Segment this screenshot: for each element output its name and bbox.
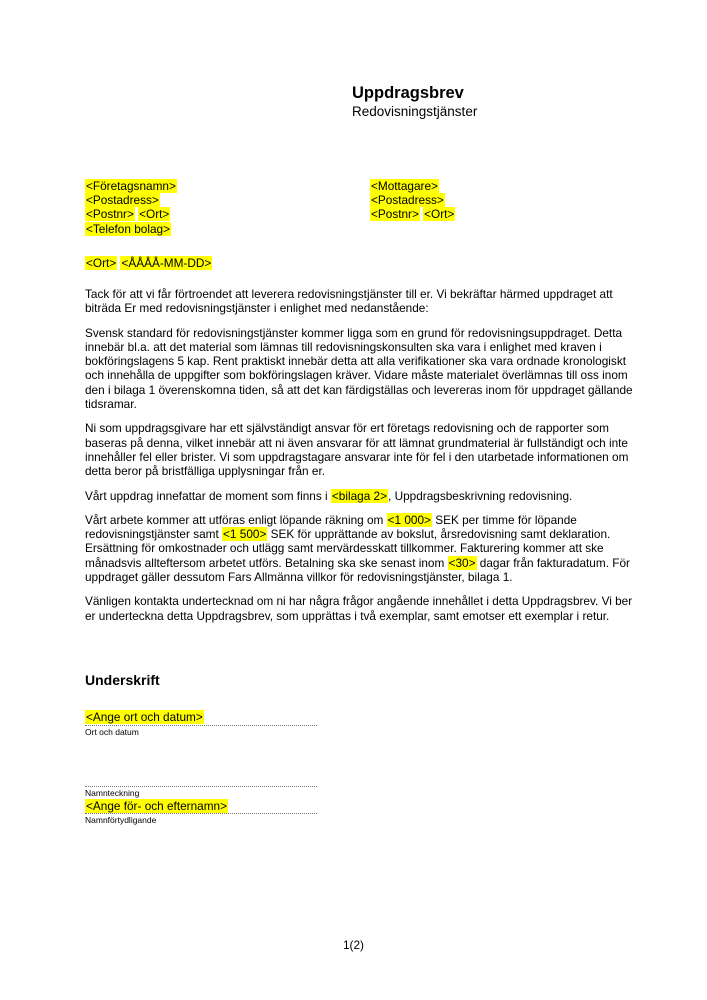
name-clarification-label: Namnförtydligande (85, 815, 157, 825)
closing-rate-placeholder[interactable]: <1 500> (223, 527, 267, 542)
letter-body (85, 287, 637, 633)
name-clarification-field (85, 799, 317, 827)
recipient-name-line (370, 179, 455, 193)
recipient-postal-city-line (370, 207, 455, 221)
sender-phone-line (85, 222, 177, 236)
sender-address-block (85, 179, 177, 236)
place-date-field (85, 710, 317, 738)
signature-line[interactable] (85, 746, 317, 787)
body-paragraph-fees (85, 513, 637, 584)
body-paragraph-intro: Tack för att vi får förtroendet att leverera redovisningstjänster till er. Vi bekräftar härmed uppdraget att biträda Er med redovisningstjänster i enlighet med nedanstående: (85, 287, 613, 316)
body-paragraph-standard: Svensk standard för redovisningstjänster kommer ligga som en grund för redovisningsuppdraget. Detta innebär bl.a. att det material som lämnas till redovisningskonsulten ska vara i enlighet med kraven i bokföringslagens 5 kap. Rent praktiskt innebär detta att alla verifikationer ska vara ordnade kronologiskt och innehålla de uppgifter som bokföringslagen kräver. Vidare måste materialet överlämnas till oss inom den i bilaga 1 överenskomna tiden, så att det kan färdigställas och levereras inom för uppdraget gällande tidsramar. (85, 325, 633, 412)
sender-city-placeholder[interactable]: <Ort> (139, 207, 170, 222)
sender-company-placeholder[interactable]: <Företagsnamn> (86, 179, 176, 193)
body-paragraph-responsibility: Ni som uppdragsgivare har ett självständigt ansvar för ert företags redovisning och de rapporter som baseras på denna, vilket innebär att ni även ansvarar för att lämnat grundmaterial är fullständigt och inte innehåller fel eller brister. Vi som uppdragstagare ansvarar inte för fel i den utarbetade informationen om detta beror på bristfälliga upplysningar från er. (85, 421, 629, 479)
recipient-city-placeholder[interactable]: <Ort> (424, 207, 455, 222)
hourly-rate-placeholder[interactable]: <1 000> (387, 512, 431, 527)
page-number: 1(2) (343, 938, 364, 952)
recipient-address-block (370, 179, 455, 222)
recipient-address-placeholder[interactable]: <Postadress> (371, 193, 444, 208)
fees-text-0: Vårt arbete kommer att utföras enligt löpande räkning om (85, 512, 387, 527)
date-value-placeholder[interactable]: <ÅÅÅÅ-MM-DD> (121, 256, 212, 270)
name-clarification-placeholder[interactable]: <Ange för- och efternamn> (86, 798, 227, 813)
fees-text-2: SEK för upprättande av bokslut, årsredovisning samt deklaration. Ersättning för omkostnader och utlägg samt mervärdesskatt tillkommer. Fakturering kommer att ske månadsvis allteftersom arbetet utförs. Betalning ska ske senast inom (85, 527, 611, 570)
place-date-line[interactable] (85, 710, 317, 726)
document-header (352, 84, 477, 120)
date-place-placeholder[interactable]: <Ort> (86, 256, 117, 270)
fees-text-3: dagar från fakturadatum. För uppdraget gäller dessutom Fars Allmänna villkor för redovisningstjänster, bilaga 1. (85, 555, 630, 585)
appendix-2-placeholder[interactable]: <bilaga 2> (331, 488, 388, 503)
payment-days-placeholder[interactable]: <30> (448, 555, 476, 570)
place-date-label: Ort och datum (85, 726, 139, 737)
signature-field (85, 746, 317, 799)
recipient-postal-code-placeholder[interactable]: <Postnr> (371, 207, 419, 222)
recipient-name-placeholder[interactable]: <Mottagare> (371, 179, 438, 193)
recipient-address-line (370, 193, 455, 207)
date-line (85, 256, 212, 270)
signature-label: Namnteckning (85, 787, 140, 798)
fees-text-1: SEK per timme för löpande redovisningstjänster samt (85, 512, 577, 542)
signature-heading: Underskrift (85, 672, 160, 688)
sender-postal-city-line (85, 207, 177, 221)
scope-text-before: Vårt uppdrag innefattar de moment som finns i (85, 488, 331, 503)
sender-postal-code-placeholder[interactable]: <Postnr> (86, 207, 134, 222)
sender-company-line (85, 179, 177, 193)
sender-phone-placeholder[interactable]: <Telefon bolag> (86, 221, 170, 236)
sender-address-placeholder[interactable]: <Postadress> (86, 193, 159, 208)
document-subtitle: Redovisningstjänster (352, 104, 478, 119)
place-date-placeholder[interactable]: <Ange ort och datum> (86, 710, 203, 724)
document-title: Uppdragsbrev (352, 84, 464, 102)
page-footer (0, 938, 707, 952)
signature-section (85, 672, 345, 826)
body-paragraph-scope (85, 489, 637, 503)
name-clarification-line[interactable] (85, 799, 317, 815)
body-paragraph-closing: Vänligen kontakta undertecknad om ni har några frågor angående innehållet i detta Uppdragsbrev. Vi ber er underteckna detta Uppdragsbrev, som upprättas i två exemplar, samt emotser ett exemplar i retur. (85, 594, 633, 623)
scope-text-after: , Uppdragsbeskrivning redovisning. (388, 488, 573, 503)
sender-address-line (85, 193, 177, 207)
